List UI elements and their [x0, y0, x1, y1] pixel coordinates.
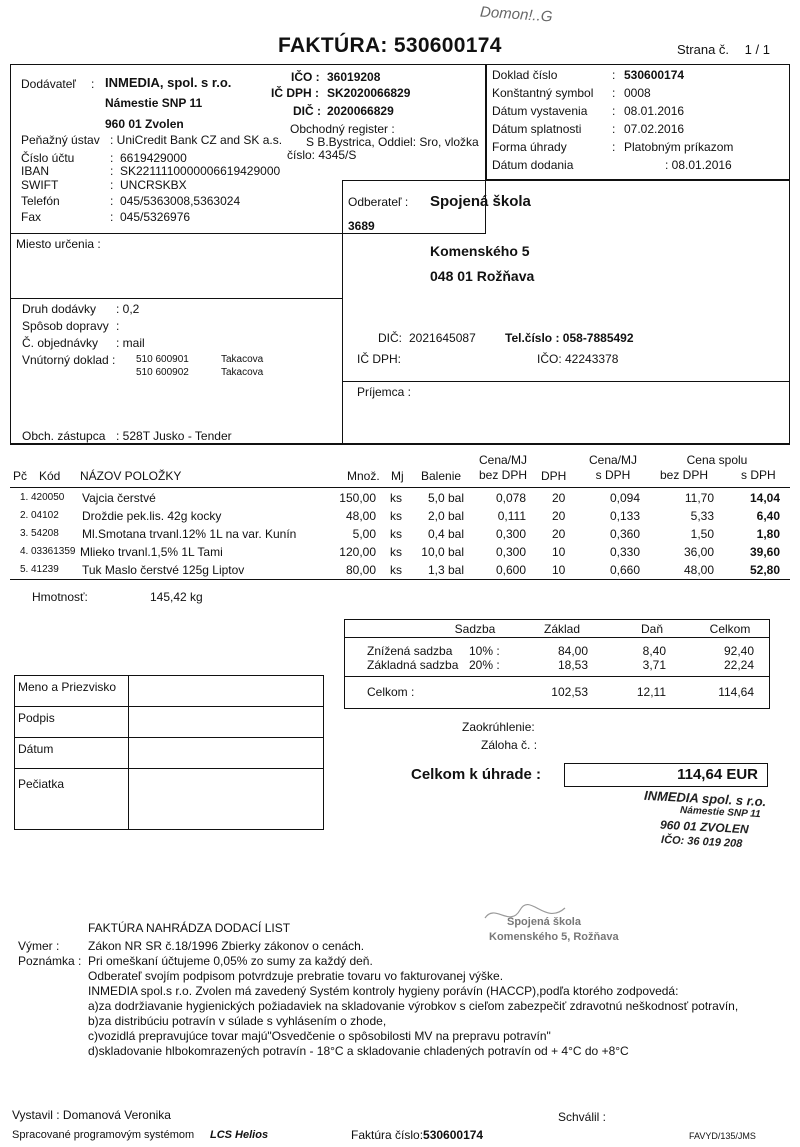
supplier-icdph-label: IČ DPH : [271, 86, 319, 100]
item-kod: 54208 [31, 528, 59, 539]
item-pc: 1. [20, 492, 29, 503]
item-name: Vajcia čerstvé [82, 491, 156, 505]
signature-box [14, 675, 324, 830]
col-pack: Balenie [421, 469, 462, 483]
page-value: 1 / 1 [744, 42, 770, 57]
col-price-gross-1: Cena/MJ [588, 453, 638, 467]
item-kod: 03361359 [31, 546, 76, 557]
item-name: Droždie pek.lis. 42g kocky [82, 509, 222, 523]
internal-doc-label: Vnútorný doklad : [22, 353, 116, 367]
item-pc: 4. [20, 546, 29, 557]
sign-signature-label: Podpis [18, 711, 55, 725]
bank-label: Peňažný ústav [21, 133, 100, 147]
doc-info-colon: : [612, 140, 616, 154]
supplier-stamp-line-4: IČO: 36 019 208 [660, 833, 743, 851]
vat-row-tax: 8,40 [642, 644, 666, 658]
item-qty: 5,00 [352, 527, 376, 541]
sign-name-label: Meno a Priezvisko [18, 680, 117, 694]
item-qty: 150,00 [339, 491, 376, 505]
grand-total-label: Celkom k úhrade : [411, 766, 542, 783]
item-price-net: 0,111 [497, 509, 526, 523]
doc-info-value: 07.02.2016 [624, 122, 685, 136]
item-price-net: 0,078 [495, 491, 526, 505]
order-label: Č. objednávky [22, 336, 99, 350]
col-pc: Pč [13, 469, 28, 483]
item-vat: 20 [552, 527, 566, 541]
supplier-icdph: SK2020066829 [327, 86, 411, 100]
vymer-label: Výmer : [18, 939, 60, 953]
note-line: Pri omeškaní účtujeme 0,05% zo sumy za každý deň. [88, 954, 373, 968]
vat-col-rate: Sadzba [454, 622, 496, 636]
item-price-net: 0,600 [495, 563, 526, 577]
doc-info-value: 530600174 [624, 68, 685, 82]
vat-row-total: 92,40 [723, 644, 754, 658]
item-unit: ks [390, 491, 402, 505]
note-line: b)za distribúciu potravín v súlade s vyhlásením o zhode, [88, 1014, 387, 1028]
footer-invoice-label: Faktúra číslo: [351, 1128, 424, 1142]
item-pc: 5. [20, 564, 29, 575]
item-price-gross: 0,360 [609, 527, 640, 541]
col-total-net: bez DPH [660, 468, 709, 482]
customer-dic: 2021645087 [409, 331, 476, 345]
register-text-2: číslo: 4345/S [287, 148, 357, 162]
bank-value: : UniCredit Bank CZ and SK a.s. [110, 133, 283, 147]
vat-row-rate: 10% : [469, 644, 500, 658]
vat-summary-total-line [344, 676, 770, 677]
vat-row-base: 18,53 [557, 658, 588, 672]
signature-row-line-3 [14, 768, 324, 769]
col-qty: Množ. [347, 469, 380, 483]
delivery-type-label: Druh dodávky [22, 302, 97, 316]
item-price-net: 0,300 [495, 527, 526, 541]
handwritten-note: Domon!..G [479, 3, 554, 26]
table-row [0, 491, 800, 509]
customer-phone: Tel.číslo : 058-7885492 [505, 331, 634, 345]
item-total-gross: 52,80 [749, 563, 780, 577]
note-line: INMEDIA spol.s r.o. Zvolen má zavedený Systém kontroly hygieny porávín (HACCP),podľa ktorého zodpovedá: [88, 984, 679, 998]
item-vat: 20 [552, 509, 566, 523]
account-label: Číslo účtu [21, 151, 75, 165]
fax-colon: : [110, 210, 114, 224]
note-line: c)vozidlá prepravujúce tovar majú"Osvedčenie o spôsobilosti MV na prepravu potravín" [88, 1029, 551, 1043]
iban-value: SK2211110000006619429000 [120, 164, 281, 178]
supplier-ico: 36019208 [327, 70, 381, 84]
item-kod: 04102 [31, 510, 59, 521]
items-bottom-line [10, 579, 790, 580]
doc-info-value: 08.01.2016 [624, 104, 685, 118]
vat-total-label: Celkom : [367, 685, 415, 699]
form-code: FAVYD/135/JMS [689, 1131, 756, 1141]
sales-rep-value: : 528T Jusko - Tender [116, 429, 232, 443]
supplier-label: Dodávateľ [21, 77, 76, 91]
item-unit: ks [390, 527, 402, 541]
order-value: : mail [116, 336, 145, 350]
item-qty: 80,00 [345, 563, 376, 577]
doc-info-label: Forma úhrady [492, 140, 567, 154]
doc-info-value: Platobným príkazom [624, 140, 734, 154]
vat-row-base: 84,00 [557, 644, 588, 658]
doc-info-value: : 08.01.2016 [665, 158, 732, 172]
vat-col-total: Celkom [709, 622, 751, 636]
col-total-top: Cena spolu [686, 453, 748, 467]
account-colon: : [110, 151, 114, 165]
doc-info-colon: : [612, 68, 616, 82]
register-label: Obchodný register : [290, 122, 395, 136]
supplier-dic-label: DIČ : [293, 104, 321, 118]
notice-title: FAKTÚRA NAHRÁDZA DODACÍ LIST [88, 921, 291, 935]
item-total-gross: 14,04 [749, 491, 780, 505]
supplier-ico-label: IČO : [291, 70, 320, 84]
customer-stamp-line-1: Spojená škola [507, 916, 581, 928]
col-price-gross-2: s DPH [595, 468, 631, 482]
item-qty: 120,00 [339, 545, 376, 559]
doc-info-label: Doklad číslo [492, 68, 558, 82]
invoice-title-prefix: FAKTÚRA: [278, 34, 388, 57]
approved-by: Schválil : [558, 1110, 607, 1124]
doc-info-value: 0008 [624, 86, 651, 100]
item-pack: 2,0 bal [427, 509, 464, 523]
item-pack: 10,0 bal [421, 545, 464, 559]
internal-doc-2-name: Takacova [221, 367, 264, 378]
page-indicator [677, 42, 770, 57]
iban-colon: : [110, 164, 114, 178]
swift-value: UNCRSKBX [120, 178, 187, 192]
item-total-gross: 6,40 [756, 509, 780, 523]
software-name: LCS Helios [210, 1129, 269, 1141]
register-text: S B.Bystrica, Oddiel: Sro, vložka [306, 135, 479, 149]
item-price-gross: 0,094 [609, 491, 640, 505]
item-pack: 0,4 bal [427, 527, 464, 541]
item-kod: 41239 [31, 564, 59, 575]
sign-stamp-label: Pečiatka [18, 777, 65, 791]
supplier-stamp-line-3: 960 01 ZVOLEN [659, 817, 750, 837]
vat-col-base: Základ [543, 622, 581, 636]
customer-street: Komenského 5 [430, 243, 530, 259]
customer-stamp [455, 898, 625, 948]
grand-total-value: 114,64 EUR [677, 766, 758, 783]
col-price-net-2: bez DPH [478, 468, 528, 482]
customer-icdph-label: IČ DPH: [357, 352, 402, 366]
item-pack: 1,3 bal [427, 563, 464, 577]
item-vat: 10 [552, 545, 566, 559]
item-unit: ks [390, 509, 402, 523]
fax-label: Fax [21, 210, 42, 224]
supplier-street: Námestie SNP 11 [105, 96, 203, 110]
item-total-net: 5,33 [690, 509, 714, 523]
customer-stamp-line-2: Komenského 5, Rožňava [489, 931, 619, 943]
supplier-colon: : [91, 77, 95, 91]
internal-doc-1-name: Takacova [221, 354, 264, 365]
transport-value: : [116, 319, 120, 333]
item-price-gross: 0,133 [609, 509, 640, 523]
vat-row-label: Znížená sadzba [367, 644, 453, 658]
item-pack: 5,0 bal [427, 491, 464, 505]
fax-value: 045/5326976 [120, 210, 191, 224]
item-total-net: 48,00 [683, 563, 714, 577]
invoice-title [278, 34, 502, 58]
vymer-text: Zákon NR SR č.18/1996 Zbierky zákonov o cenách. [88, 939, 365, 953]
vat-total-tax: 12,11 [636, 685, 666, 699]
signature-row-line-2 [14, 737, 324, 738]
item-unit: ks [390, 563, 402, 577]
vat-col-tax: Daň [640, 622, 663, 636]
footer-invoice [351, 1128, 483, 1142]
signature-divider [128, 675, 129, 830]
deposit-label: Záloha č. : [481, 738, 538, 752]
vat-row-label: Základná sadzba [367, 658, 459, 672]
weight-value: 145,42 kg [150, 590, 203, 604]
item-total-net: 1,50 [690, 527, 714, 541]
sales-rep-label: Obch. zástupca [22, 429, 106, 443]
col-kod: Kód [39, 469, 61, 483]
receiver-label: Príjemca : [357, 385, 412, 399]
doc-info-label: Dátum vystavenia [492, 104, 588, 118]
doc-info-label: Dátum dodania [492, 158, 574, 172]
supplier-stamp-line-2: Námestie SNP 11 [679, 804, 761, 821]
note-line: Odberateľ svojím podpisom potvrdzuje prebratie tovaru vo fakturovanej výške. [88, 969, 504, 983]
invoice-title-number: 530600174 [393, 34, 502, 57]
table-row [0, 527, 800, 545]
item-price-gross: 0,660 [609, 563, 640, 577]
delivery-type-value: : 0,2 [116, 302, 140, 316]
account-value: 6619429000 [120, 151, 187, 165]
rounding-label: Zaokrúhlenie: [462, 720, 535, 734]
item-total-net: 11,70 [684, 491, 714, 505]
transport-label: Spôsob dopravy [22, 319, 109, 333]
sign-date-label: Dátum [18, 742, 54, 756]
items-top-line [10, 444, 790, 445]
doc-info-colon: : [612, 122, 616, 136]
vat-total-total: 114,64 [718, 685, 754, 699]
customer-label: Odberateľ : [348, 195, 409, 209]
vat-row-total: 22,24 [723, 658, 754, 672]
doc-info-label: Dátum splatnosti [492, 122, 582, 136]
item-price-gross: 0,330 [609, 545, 640, 559]
item-name: Mlieko trvanl.1,5% 1L Tami [80, 545, 223, 559]
phone-value: 045/5363008,5363024 [120, 194, 241, 208]
supplier-city: 960 01 Zvolen [105, 117, 184, 131]
swift-colon: : [110, 178, 114, 192]
item-unit: ks [390, 545, 402, 559]
table-row [0, 509, 800, 527]
note-line: a)za dodržiavanie hygienických požiadaviek na skladovanie výrobkov s cieľom zabezpečiť zdravotnú neškodnosť potravín, [88, 999, 739, 1013]
item-kod: 420050 [31, 492, 65, 503]
item-name: Tuk Maslo čerstvé 125g Liptov [82, 563, 245, 577]
col-name: NÁZOV POLOŽKY [80, 469, 182, 483]
customer-ico: 42243378 [565, 352, 619, 366]
phone-label: Telefón [21, 194, 60, 208]
item-total-gross: 39,60 [749, 545, 780, 559]
doc-info-label: Konštantný symbol [492, 86, 594, 100]
customer-dic-label: DIČ: [378, 331, 402, 345]
vat-row-rate: 20% : [469, 658, 500, 672]
supplier-name: INMEDIA, spol. s r.o. [105, 75, 232, 90]
signature-row-line-1 [14, 706, 324, 707]
issued-by: Vystavil : Domanová Veronika [12, 1108, 171, 1122]
table-row [0, 545, 800, 563]
item-qty: 48,00 [345, 509, 376, 523]
doc-info-colon: : [612, 104, 616, 118]
customer-name: Spojená škola [430, 193, 531, 210]
vat-row-tax: 3,71 [642, 658, 666, 672]
swift-label: SWIFT [21, 178, 59, 192]
item-vat: 10 [552, 563, 566, 577]
vat-total-base: 102,53 [551, 685, 588, 699]
note-line: d)skladovanie hlbokomrazených potravín - 18°C a skladovanie chladených potravín od + 4°C do +8°C [88, 1044, 629, 1058]
supplier-stamp-line-1: INMEDIA spol. s r.o. [643, 787, 767, 810]
doc-info-colon: : [612, 86, 616, 100]
col-vat: DPH [541, 469, 567, 483]
item-pc: 3. [20, 528, 29, 539]
customer-city: 048 01 Rožňava [430, 268, 535, 284]
page-label: Strana č. [677, 42, 730, 57]
destination-label: Miesto určenia : [16, 237, 101, 251]
customer-code: 3689 [348, 219, 375, 233]
footer-invoice-number: 530600174 [423, 1128, 484, 1142]
software-label: Spracované programovým systémom [12, 1129, 195, 1141]
col-price-net-1: Cena/MJ [478, 453, 528, 467]
supplier-dic: 2020066829 [327, 104, 394, 118]
item-total-net: 36,00 [683, 545, 714, 559]
items-header-line [10, 487, 790, 488]
customer-ico-label: IČO: [537, 352, 562, 366]
item-price-net: 0,300 [495, 545, 526, 559]
internal-doc-1: 510 600901 [136, 354, 189, 365]
vat-summary-header-line [344, 637, 770, 638]
weight-label: Hmotnosť: [32, 590, 88, 604]
col-total-gross: s DPH [741, 468, 776, 482]
item-pc: 2. [20, 510, 29, 521]
phone-colon: : [110, 194, 114, 208]
note-label: Poznámka : [18, 954, 82, 968]
item-name: Ml.Smotana trvanl.12% 1L na var. Kunín [82, 527, 297, 541]
item-total-gross: 1,80 [756, 527, 780, 541]
col-unit: Mj [391, 469, 404, 483]
item-vat: 20 [552, 491, 566, 505]
internal-doc-2: 510 600902 [136, 367, 189, 378]
iban-label: IBAN [21, 164, 50, 178]
